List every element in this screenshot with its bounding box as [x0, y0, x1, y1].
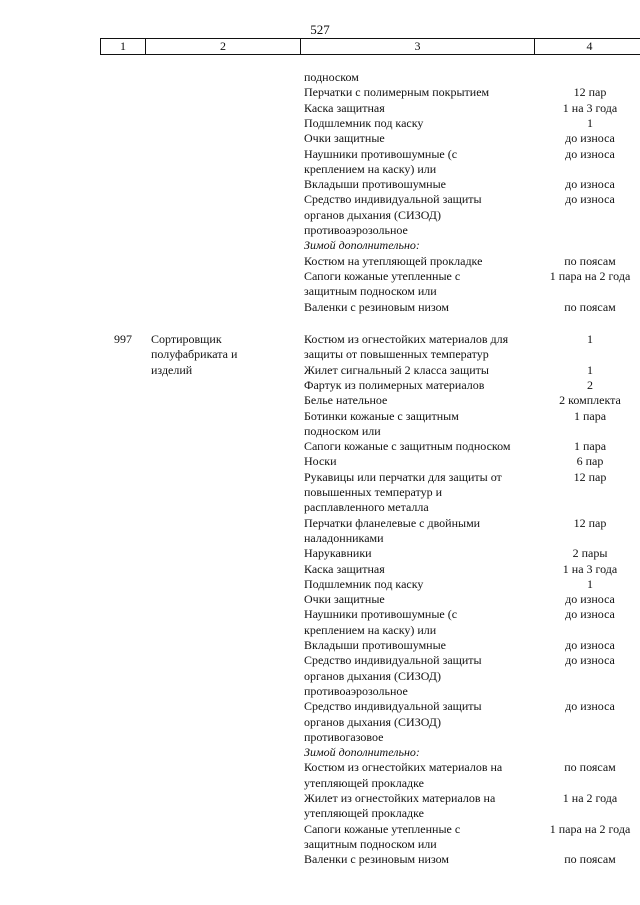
- norm-quantity-text: 2 пары: [572, 546, 608, 561]
- protective-item-text: Зимой дополнительно:: [304, 238, 420, 253]
- protective-item-text: Каска защитная: [304, 100, 385, 115]
- column-header-3: 3: [301, 39, 535, 55]
- norm-quantity-text: 1: [587, 576, 593, 591]
- norm-quantity-text: 12 пар: [573, 469, 607, 484]
- protective-item-text: Подшлемник под каску: [304, 115, 424, 130]
- protective-item-text: Средство индивидуальной защиты: [304, 699, 482, 714]
- protective-item-text: Вкладыши противошумные: [304, 177, 446, 192]
- protective-item-text: Жилет сигнальный 2 класса защиты: [304, 362, 489, 377]
- protective-item-text: подноском: [304, 70, 359, 84]
- norm-quantity-text: 12 пар: [573, 515, 607, 530]
- protective-item-text: Сапоги кожаные утепленные с: [304, 821, 461, 836]
- norm-quantity-text: по поясам: [564, 852, 616, 867]
- norm-quantity-text: 6 пар: [576, 454, 604, 469]
- protective-item-text: наладонниками: [304, 530, 384, 545]
- norm-quantity-text: 2: [587, 377, 593, 392]
- protective-item-text: противоаэрозольное: [304, 683, 408, 698]
- norm-quantity-text: 12 пар: [573, 85, 607, 100]
- protective-item-text: противоаэрозольное: [304, 223, 408, 237]
- norm-quantity-text: 1 на 3 года: [562, 561, 618, 576]
- norm-quantity-text: по поясам: [564, 299, 616, 314]
- norm-quantity-text: 1 пара на 2 года: [549, 268, 631, 283]
- norm-quantity-text: 1: [587, 332, 593, 346]
- protective-item-text: креплением на каску) или: [304, 622, 437, 637]
- protective-item-text: органов дыхания (СИЗОД): [304, 668, 441, 683]
- norm-quantity-text: до износа: [565, 653, 615, 668]
- protective-item-text: расплавленного металла: [304, 500, 429, 515]
- protective-item-text: Носки: [304, 454, 337, 469]
- norm-quantity-text: до износа: [565, 592, 615, 607]
- protective-item-text: Костюм на утепляющей прокладке: [304, 253, 483, 268]
- protective-item-text: Очки защитные: [304, 131, 385, 146]
- norm-quantity-text: до износа: [565, 607, 615, 622]
- norm-quantity-text: по поясам: [564, 760, 616, 775]
- protective-item-text: Ботинки кожаные с защитным: [304, 408, 459, 423]
- profession-name-line: изделий: [151, 362, 193, 377]
- norm-quantity-text: до износа: [565, 699, 615, 714]
- column-header-1: 1: [101, 39, 146, 55]
- protective-item-text: повышенных температур и: [304, 485, 443, 499]
- protective-item-text: Вкладыши противошумные: [304, 638, 446, 652]
- protective-item-text: Наушники противошумные (с: [304, 607, 458, 622]
- protective-item-text: утепляющей прокладке: [304, 806, 424, 821]
- profession-name-line: Сортировщик: [151, 332, 222, 346]
- protective-item-text: Сапоги кожаные с защитным подноском: [304, 439, 511, 454]
- protective-item-text: Сапоги кожаные утепленные с: [304, 268, 461, 283]
- protective-item-text: Костюм из огнестойких материалов для: [304, 332, 509, 346]
- protective-item-text: Нарукавники: [304, 546, 372, 561]
- protective-item-text: органов дыхания (СИЗОД): [304, 714, 441, 729]
- norm-quantity-text: до износа: [565, 131, 615, 146]
- norm-quantity-text: 1 на 3 года: [562, 100, 618, 115]
- protective-item-text: Валенки с резиновым низом: [304, 852, 450, 867]
- protective-item-text: Перчатки фланелевые с двойными: [304, 515, 481, 530]
- protective-item-text: Жилет из огнестойких материалов на: [304, 791, 496, 805]
- column-header-row: [101, 39, 640, 55]
- protective-item-text: Валенки с резиновым низом: [304, 299, 450, 314]
- norm-quantity-text: 1 пара: [573, 439, 607, 454]
- protective-item-text: защитным подноском или: [304, 836, 437, 851]
- protective-item-text: Белье нательное: [304, 393, 388, 408]
- column-header-2: 2: [146, 39, 301, 55]
- column-header-4: 4: [535, 39, 640, 55]
- protective-item-text: Средство индивидуальной защиты: [304, 653, 482, 668]
- norm-quantity-text: по поясам: [564, 253, 616, 268]
- norm-quantity-text: до износа: [565, 192, 615, 207]
- norm-quantity-text: 1: [587, 115, 593, 130]
- protective-item-text: Наушники противошумные (с: [304, 146, 458, 161]
- norm-quantity-text: 1: [587, 362, 593, 377]
- protective-item-text: утепляющей прокладке: [304, 775, 424, 790]
- protective-item-text: Средство индивидуальной защиты: [304, 192, 482, 207]
- norm-quantity-text: 1 пара на 2 года: [549, 821, 631, 836]
- column-header-table: [100, 38, 640, 55]
- protective-item-text: Фартук из полимерных материалов: [304, 377, 485, 392]
- protective-item-text: Очки защитные: [304, 592, 385, 607]
- protective-item-text: Перчатки с полимерным покрытием: [304, 85, 490, 100]
- protective-item-text: Зимой дополнительно:: [304, 745, 420, 760]
- norm-quantity-text: до износа: [565, 638, 615, 652]
- protective-item-text: Костюм из огнестойких материалов на: [304, 760, 503, 775]
- entry-number: 997: [114, 332, 132, 346]
- protective-item-text: креплением на каску) или: [304, 161, 437, 176]
- protective-item-text: органов дыхания (СИЗОД): [304, 207, 441, 222]
- norm-quantity-text: до износа: [565, 177, 615, 192]
- protective-item-text: защитным подноском или: [304, 284, 437, 299]
- protective-item-text: противогазовое: [304, 729, 384, 744]
- protective-item-text: Подшлемник под каску: [304, 576, 424, 591]
- protective-item-text: Рукавицы или перчатки для защиты от: [304, 469, 502, 484]
- norm-quantity-text: 1 на 2 года: [562, 791, 618, 805]
- protective-item-text: защиты от повышенных температур: [304, 347, 489, 362]
- norm-quantity-text: до износа: [565, 146, 615, 161]
- page-number: 527: [310, 22, 330, 37]
- protective-item-text: подноском или: [304, 423, 381, 438]
- norm-quantity-text: 1 пара: [573, 408, 607, 423]
- protective-item-text: Каска защитная: [304, 561, 385, 576]
- profession-name-line: полуфабриката и: [151, 347, 238, 362]
- norm-quantity-text: 2 комплекта: [559, 393, 621, 408]
